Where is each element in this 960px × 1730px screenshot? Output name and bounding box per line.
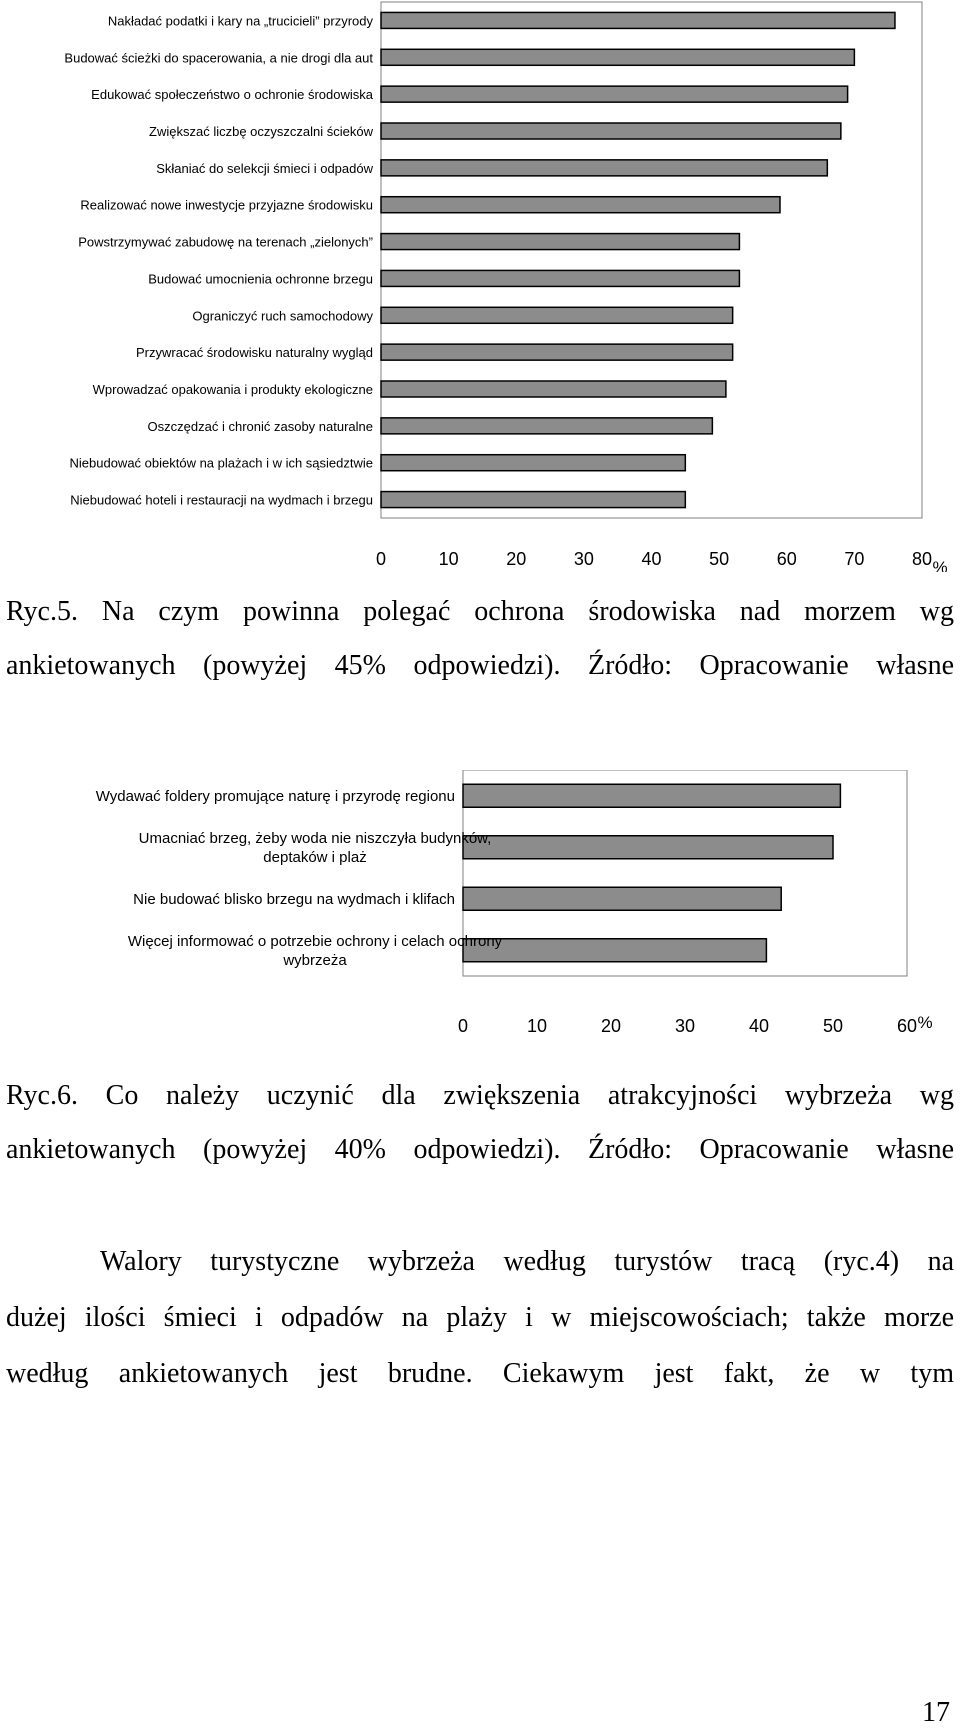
category-label: Więcej informować o potrzebie ochrony i celach ochrony wybrzeża <box>127 932 503 969</box>
category-label: Niebudować hoteli i restauracji na wydmach i brzegu <box>70 492 373 508</box>
caption-ryc6 <box>6 1069 954 1177</box>
x-tick-label: 20 <box>506 549 527 569</box>
category-label: Wydawać foldery promujące naturę i przyrodę regionu <box>95 787 455 805</box>
body-paragraph <box>6 1234 954 1402</box>
bar <box>381 86 848 102</box>
bar <box>381 197 780 213</box>
bar <box>381 160 827 176</box>
category-label: Niebudować obiektów na plażach i w ich sąsiedztwie <box>69 455 373 471</box>
x-axis-unit: % <box>932 558 948 572</box>
caption-ryc6-line-1: Ryc.6. Co należy uczynić dla zwiększenia atrakcyjności wybrzeża wg <box>6 1080 954 1111</box>
bar <box>381 418 712 434</box>
page-number: 17 <box>922 1697 950 1728</box>
bar <box>463 939 766 962</box>
bar <box>463 836 833 859</box>
x-tick-label: 50 <box>709 549 730 569</box>
bar <box>381 123 841 139</box>
bar <box>463 887 781 910</box>
x-tick-label: 80 <box>911 549 933 569</box>
caption-ryc5 <box>6 585 954 693</box>
x-tick-label: 30 <box>674 1016 696 1036</box>
category-label: Powstrzymywać zabudowę na terenach „zielonych” <box>78 234 373 250</box>
category-label: Nakładać podatki i kary na „trucicieli” przyrody <box>107 13 373 29</box>
x-tick-label: 0 <box>457 1016 469 1036</box>
category-label: Przywracać środowisku naturalny wygląd <box>136 345 373 361</box>
bar <box>381 307 733 323</box>
category-label: Wprowadzać opakowania i produkty ekologiczne <box>92 382 373 397</box>
category-label: Oszczędzać i chronić zasoby naturalne <box>147 418 373 434</box>
bar <box>381 12 895 28</box>
category-label: Skłaniać do selekcji śmieci i odpadów <box>156 160 373 176</box>
x-axis-unit: % <box>917 1013 933 1032</box>
x-tick-label: 30 <box>573 549 594 569</box>
bar <box>381 234 739 250</box>
chart-ryc6 <box>0 770 960 1040</box>
category-label: Edukować społeczeństwo o ochronie środowiska <box>91 87 373 103</box>
caption-ryc5-line-2: ankietowanych (powyżej 45% odpowiedzi). Źródło: Opracowanie własne <box>6 650 954 681</box>
category-label: Umacniać brzeg, żeby woda nie niszczyła budynków, deptaków i plaż <box>138 829 492 866</box>
category-label: Zwiększać liczbę oczyszczalni ścieków <box>149 124 373 139</box>
bar <box>381 381 726 397</box>
plot-area <box>381 2 922 518</box>
category-label: Ograniczyć ruch samochodowy <box>192 308 373 324</box>
caption-ryc5-line-1: Ryc.5. Na czym powinna polegać ochrona środowiska nad morzem wg <box>6 596 954 627</box>
bar <box>381 455 685 471</box>
category-label: Budować umocnienia ochronne brzegu <box>148 271 373 287</box>
bar <box>381 344 733 360</box>
bar <box>381 270 739 286</box>
bar <box>381 49 854 65</box>
x-tick-label: 50 <box>822 1016 844 1036</box>
x-tick-label: 20 <box>600 1016 622 1036</box>
body-line-2: dużej ilości śmieci i odpadów na plaży i w miejscowościach; także morze <box>6 1302 954 1333</box>
bar <box>463 784 840 807</box>
body-line-1: Walory turystyczne wybrzeża według turystów tracą (ryc.4) na <box>100 1246 954 1277</box>
x-tick-label: 70 <box>844 549 865 569</box>
chart-ryc5 <box>0 0 960 572</box>
x-tick-label: 40 <box>641 549 662 569</box>
x-tick-label: 0 <box>375 549 387 569</box>
x-tick-label: 60 <box>776 549 797 569</box>
category-label: Realizować nowe inwestycje przyjazne środowisku <box>80 197 373 213</box>
x-tick-label: 10 <box>526 1016 548 1036</box>
bar <box>381 492 685 508</box>
body-line-3: według ankietowanych jest brudne. Ciekawym jest fakt, że w tym <box>6 1358 954 1389</box>
x-tick-label: 60 <box>896 1016 918 1036</box>
x-tick-label: 40 <box>748 1016 770 1036</box>
category-label: Nie budować blisko brzegu na wydmach i klifach <box>133 890 455 908</box>
caption-ryc6-line-2: ankietowanych (powyżej 40% odpowiedzi). Źródło: Opracowanie własne <box>6 1134 954 1165</box>
category-label: Budować ścieżki do spacerowania, a nie drogi dla aut <box>64 50 373 66</box>
x-tick-label: 10 <box>438 549 459 569</box>
